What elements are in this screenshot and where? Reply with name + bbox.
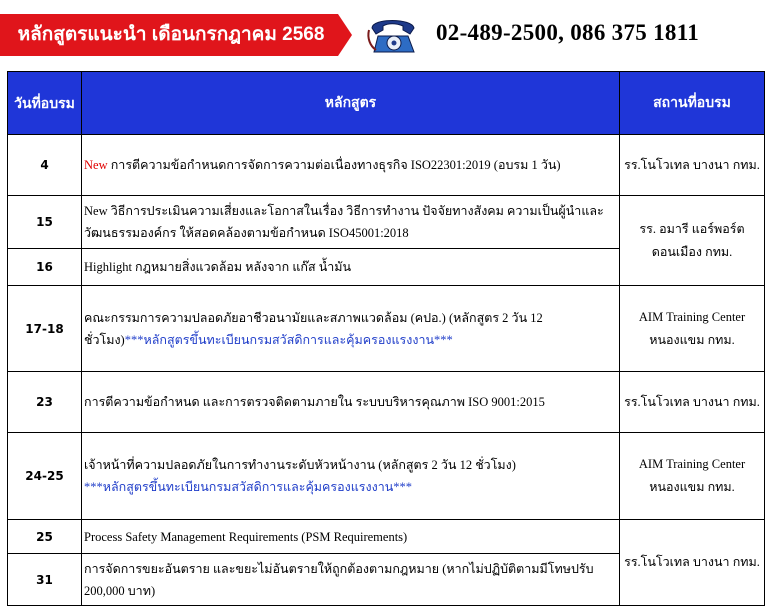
column-header-course: หลักสูตร xyxy=(82,72,620,135)
course-title: คณะกรรมการความปลอดภัยอาชีวอนามัยและสภาพแวดล้อม (คปอ.) (หลักสูตร 2 วัน 12 ชั่วโมง) xyxy=(84,310,543,347)
row-course xyxy=(82,433,620,520)
row-day: 15 xyxy=(8,196,82,249)
row-day: 4 xyxy=(8,135,82,196)
row-course xyxy=(82,286,620,372)
table-row xyxy=(8,372,765,433)
row-venue: AIM Training Center หนองแขม กทม. xyxy=(620,286,765,372)
row-course: New วิธีการประเมินความเสี่ยงและโอกาสในเรื่อง วิธีการทำงาน ปัจจัยทางสังคม ความเป็นผู้นำและวัฒนธรรมองค์กร ให้สอดคล้องตามข้อกำหนด ISO45001:2018 xyxy=(82,196,620,249)
row-day: 17-18 xyxy=(8,286,82,372)
table-row xyxy=(8,196,765,249)
row-course: การจัดการขยะอันตราย และขยะไม่อันตรายให้ถูกต้องตามกฎหมาย (หากไม่ปฏิบัติตามมีโทษปรับ 200,000 บาท) xyxy=(82,554,620,606)
new-badge: New xyxy=(84,158,108,172)
table-row xyxy=(8,433,765,520)
row-day: 25 xyxy=(8,520,82,554)
table-row xyxy=(8,286,765,372)
row-day: 16 xyxy=(8,249,82,286)
row-course: Process Safety Management Requirements (PSM Requirements) xyxy=(82,520,620,554)
course-schedule-table xyxy=(7,71,765,606)
row-venue: รร.โนโวเทล บางนา กทม. xyxy=(620,135,765,196)
telephone-icon xyxy=(366,12,420,56)
row-course: การตีความข้อกำหนด และการตรวจติดตามภายใน ระบบบริหารคุณภาพ ISO 9001:2015 xyxy=(82,372,620,433)
column-header-day: วันที่อบรม xyxy=(8,72,82,135)
registration-note: ***หลักสูตรขึ้นทะเบียนกรมสวัสดิการและคุ้มครองแรงงาน*** xyxy=(84,480,413,494)
course-title: การตีความข้อกำหนดการจัดการความต่อเนื่องทางธุรกิจ ISO22301:2019 (อบรม 1 วัน) xyxy=(107,158,561,172)
row-course: Highlight กฎหมายสิ่งแวดล้อม หลังจาก แก๊ส น้ำมัน xyxy=(82,249,620,286)
row-venue: AIM Training Center หนองแขม กทม. xyxy=(620,433,765,520)
row-venue: รร.โนโวเทล บางนา กทม. xyxy=(620,372,765,433)
row-day: 31 xyxy=(8,554,82,606)
registration-note: ***หลักสูตรขึ้นทะเบียนกรมสวัสดิการและคุ้มครองแรงงาน*** xyxy=(124,332,453,347)
page-title: หลักสูตรแนะนำ เดือนกรกฎาคม 2568 xyxy=(17,24,325,45)
row-venue: รร. อมารี แอร์พอร์ต ดอนเมือง กทม. xyxy=(620,196,765,286)
title-banner xyxy=(0,14,352,56)
table-header-row xyxy=(8,72,765,135)
table-row xyxy=(8,135,765,196)
phone-numbers: 02-489-2500, 086 375 1811 xyxy=(436,20,700,45)
column-header-venue: สถานที่อบรม xyxy=(620,72,765,135)
course-title: เจ้าหน้าที่ความปลอดภัยในการทำงานระดับหัวหน้างาน (หลักสูตร 2 วัน 12 ชั่วโมง) xyxy=(84,458,516,472)
row-venue: รร.โนโวเทล บางนา กทม. xyxy=(620,520,765,606)
row-day: 24-25 xyxy=(8,433,82,520)
row-course xyxy=(82,135,620,196)
row-day: 23 xyxy=(8,372,82,433)
table-row xyxy=(8,520,765,554)
